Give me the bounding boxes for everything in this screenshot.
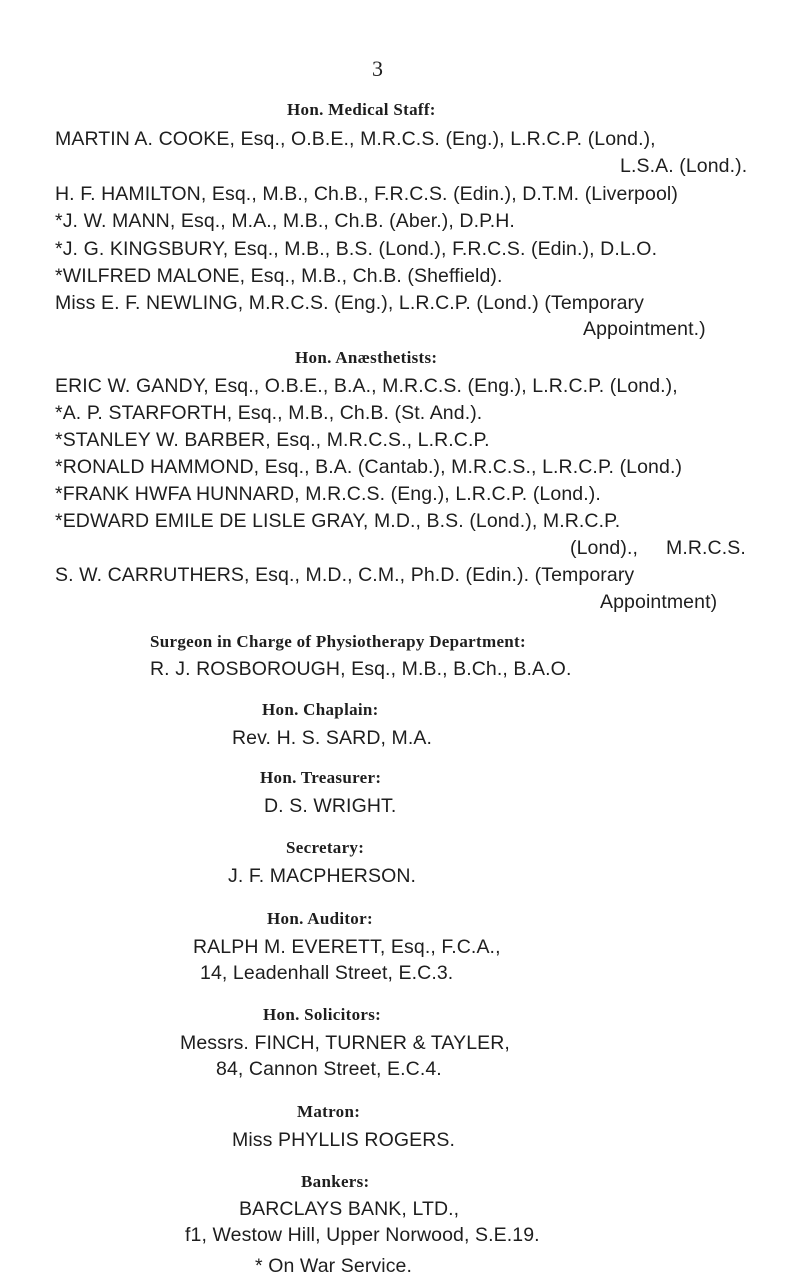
anaesthetists-heading: Hon. Anæsthetists: xyxy=(295,348,438,367)
staff-line: *RONALD HAMMOND, Esq., B.A. (Cantab.), M.R.C.S., L.R.C.P. (Lond.) xyxy=(55,456,683,478)
staff-line: *STANLEY W. BARBER, Esq., M.R.C.S., L.R.C.P. xyxy=(55,429,490,451)
staff-line: MARTIN A. COOKE, Esq., O.B.E., M.R.C.S. (Eng.), L.R.C.P. (Lond.), xyxy=(55,128,656,150)
solicitors-address: 84, Cannon Street, E.C.4. xyxy=(216,1058,442,1080)
bankers-address: f1, Westow Hill, Upper Norwood, S.E.19. xyxy=(185,1224,540,1246)
staff-line: *FRANK HWFA HUNNARD, M.R.C.S. (Eng.), L.R.C.P. (Lond.). xyxy=(55,483,601,505)
staff-line: L.S.A. (Lond.). xyxy=(620,155,748,177)
medical-staff-heading: Hon. Medical Staff: xyxy=(287,100,436,119)
staff-line: Appointment.) xyxy=(583,318,706,340)
staff-line: *WILFRED MALONE, Esq., M.B., Ch.B. (Sheffield). xyxy=(55,265,503,287)
matron-name: Miss PHYLLIS ROGERS. xyxy=(232,1129,456,1151)
secretary-heading: Secretary: xyxy=(286,838,365,857)
staff-line: *J. G. KINGSBURY, Esq., M.B., B.S. (Lond.), F.R.C.S. (Edin.), D.L.O. xyxy=(55,238,658,260)
staff-line: *A. P. STARFORTH, Esq., M.B., Ch.B. (St. And.). xyxy=(55,402,483,424)
bankers-heading: Bankers: xyxy=(301,1172,370,1191)
staff-line: Appointment) xyxy=(600,591,718,613)
matron-heading: Matron: xyxy=(297,1102,361,1121)
solicitors-name: Messrs. FINCH, TURNER & TAYLER, xyxy=(180,1032,510,1054)
chaplain-name: Rev. H. S. SARD, M.A. xyxy=(232,727,433,749)
staff-line: (Lond)., xyxy=(570,537,639,559)
auditor-heading: Hon. Auditor: xyxy=(267,909,373,928)
auditor-address: 14, Leadenhall Street, E.C.3. xyxy=(200,962,454,984)
staff-line: M.R.C.S. xyxy=(666,537,746,559)
staff-line: *J. W. MANN, Esq., M.A., M.B., Ch.B. (Aber.), D.P.H. xyxy=(55,210,515,232)
staff-line: Miss E. F. NEWLING, M.R.C.S. (Eng.), L.R.C.P. (Lond.) (Temporary xyxy=(55,292,644,314)
treasurer-heading: Hon. Treasurer: xyxy=(260,768,382,787)
chaplain-heading: Hon. Chaplain: xyxy=(262,700,379,719)
footnote: * On War Service. xyxy=(255,1255,413,1277)
staff-line: H. F. HAMILTON, Esq., M.B., Ch.B., F.R.C.S. (Edin.), D.T.M. (Liverpool) xyxy=(55,183,678,205)
bankers-name: BARCLAYS BANK, LTD., xyxy=(239,1198,460,1220)
physiotherapy-surgeon: R. J. ROSBOROUGH, Esq., M.B., B.Ch., B.A.O. xyxy=(150,658,572,680)
solicitors-heading: Hon. Solicitors: xyxy=(263,1005,382,1024)
treasurer-name: D. S. WRIGHT. xyxy=(264,795,397,817)
staff-line: ERIC W. GANDY, Esq., O.B.E., B.A., M.R.C.S. (Eng.), L.R.C.P. (Lond.), xyxy=(55,375,678,397)
page-number: 3 xyxy=(372,56,383,81)
staff-line: *EDWARD EMILE DE LISLE GRAY, M.D., B.S. (Lond.), M.R.C.P. xyxy=(55,510,621,532)
physiotherapy-heading: Surgeon in Charge of Physiotherapy Department: xyxy=(150,632,526,651)
auditor-name: RALPH M. EVERETT, Esq., F.C.A., xyxy=(193,936,501,958)
secretary-name: J. F. MACPHERSON. xyxy=(228,865,417,887)
staff-line: S. W. CARRUTHERS, Esq., M.D., C.M., Ph.D. (Edin.). (Temporary xyxy=(55,564,635,586)
